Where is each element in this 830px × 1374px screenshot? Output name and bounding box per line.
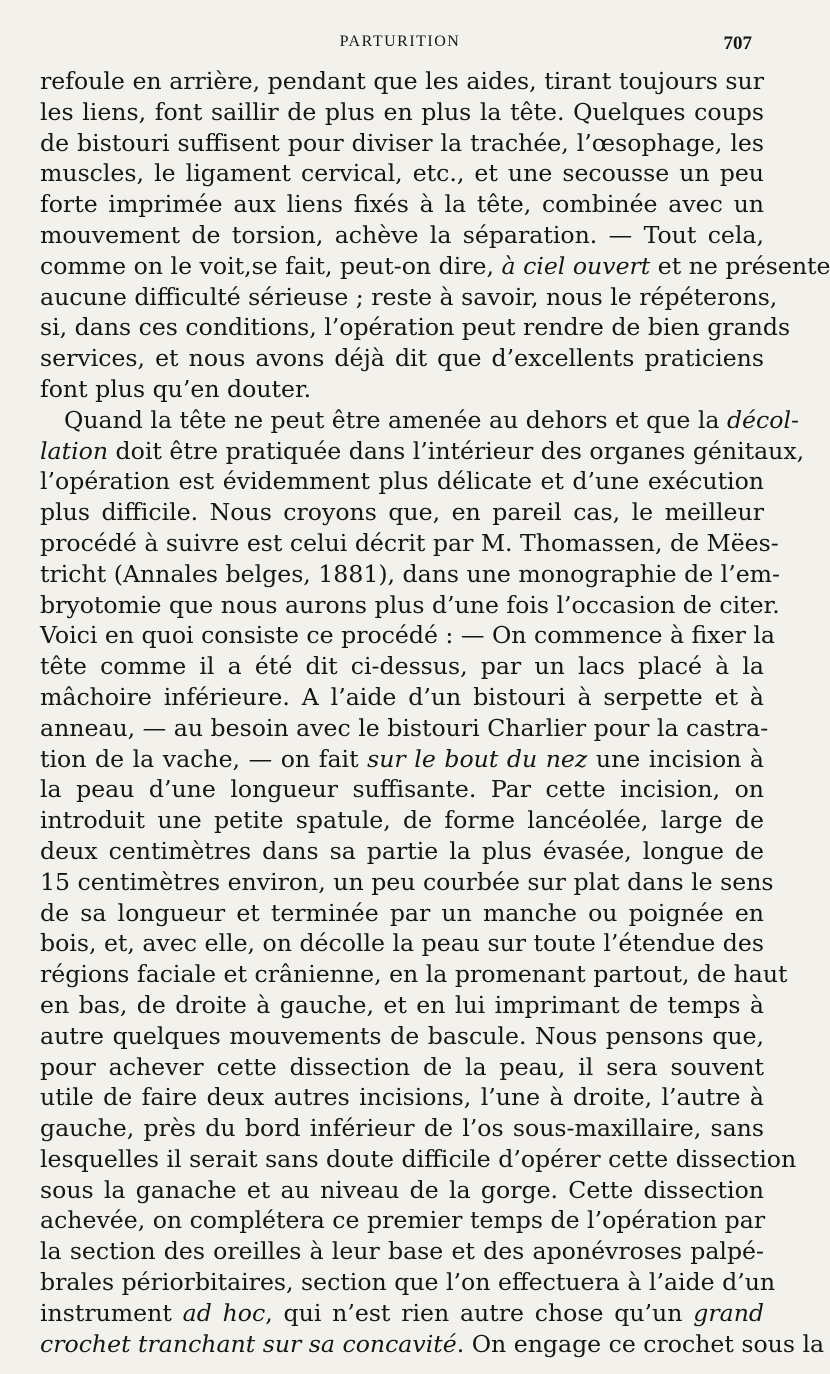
text-segment: utile de faire deux autres incisions, l’une à droite, l’autre à — [40, 1083, 764, 1112]
text-line — [40, 651, 764, 682]
text-line — [40, 1144, 797, 1175]
text-segment: tion de la vache, — on fait — [40, 744, 368, 773]
text-segment: forte imprimée aux liens fixés à la tête, combinée avec un — [40, 190, 764, 219]
text-line — [40, 1082, 764, 1113]
text-line — [40, 774, 764, 805]
text-line — [40, 497, 764, 528]
italic-text: décol- — [726, 405, 799, 434]
text-segment: mouvement de torsion, achève la séparation. — Tout cela, — [40, 220, 764, 249]
text-segment: aucune difficulté sérieuse ; reste à savoir, nous le répéterons, — [40, 282, 778, 311]
text-line — [40, 405, 799, 436]
text-segment: les liens, font saillir de plus en plus la tête. Quelques coups — [40, 97, 764, 126]
text-line — [40, 1052, 764, 1083]
text-line — [40, 990, 764, 1021]
italic-text: sur le bout du nez — [367, 744, 588, 773]
italic-text: lation — [40, 436, 109, 465]
text-segment: Quand la tête ne peut être amenée au dehors et que la — [64, 405, 727, 434]
page-number: 707 — [723, 33, 752, 54]
text-segment: sous la ganache et au niveau de la gorge. Cette dissection — [40, 1175, 764, 1204]
text-line — [40, 1298, 764, 1329]
text-line — [40, 282, 778, 313]
text-segment: mâchoire inférieure. A l’aide d’un bistouri à serpette et à — [40, 682, 764, 711]
text-segment: en bas, de droite à gauche, et en lui imprimant de temps à — [40, 990, 764, 1019]
text-line — [40, 620, 775, 651]
text-segment: muscles, le ligament cervical, etc., et une secousse un peu — [40, 159, 764, 188]
text-segment: deux centimètres dans sa partie la plus évasée, longue de — [40, 836, 764, 865]
text-segment: si, dans ces conditions, l’opération peut rendre de bien grands — [40, 313, 791, 342]
text-segment: régions faciale et crânienne, en la promenant partout, de haut — [40, 960, 788, 989]
text-line — [40, 374, 764, 405]
text-segment: . On engage ce crochet sous la — [456, 1329, 825, 1358]
text-line — [40, 158, 764, 189]
text-line — [40, 343, 764, 374]
text-segment: tête comme il a été dit ci-dessus, par un lacs placé à la — [40, 652, 764, 681]
text-segment: autre quelques mouvements de bascule. Nous pensons que, — [40, 1021, 764, 1050]
body-text — [40, 66, 830, 1359]
text-segment: lesquelles il serait sans doute difficile d’opérer cette dissection — [40, 1144, 797, 1173]
italic-text: grand — [693, 1298, 764, 1327]
text-line — [40, 251, 830, 282]
text-line — [40, 898, 764, 929]
text-line — [40, 682, 764, 713]
text-line — [40, 1205, 764, 1236]
text-segment: services, et nous avons déjà dit que d’excellents praticiens — [40, 344, 764, 373]
text-line — [40, 713, 769, 744]
italic-text: à ciel ouvert — [501, 251, 651, 280]
text-segment: 15 centimètres environ, un peu courbée sur plat dans le sens — [40, 867, 774, 896]
text-line — [40, 312, 791, 343]
text-segment: brales périorbitaires, section que l’on effectuera à l’aide d’un — [40, 1268, 776, 1297]
text-segment: gauche, près du bord inférieur de l’os sous-maxillaire, sans — [40, 1114, 764, 1143]
text-line — [40, 1329, 825, 1360]
text-segment: comme on le voit,se fait, peut-on dire, — [40, 251, 502, 280]
text-line — [40, 97, 764, 128]
text-segment: refoule en arrière, pendant que les aides, tirant toujours sur — [40, 67, 764, 95]
text-segment: une incision à — [587, 744, 764, 773]
text-line — [40, 590, 780, 621]
text-segment: bryotomie que nous aurons plus d’une fois l’occasion de citer. — [40, 590, 780, 619]
text-segment: bois, et, avec elle, on décolle la peau sur toute l’étendue des — [40, 929, 764, 958]
text-line — [40, 436, 805, 467]
running-title: PARTURITION — [339, 33, 461, 50]
text-segment: l’opération est évidemment plus délicate et d’une exécution — [40, 467, 764, 496]
text-line — [40, 559, 781, 590]
text-segment: de sa longueur et terminée par un manche ou poignée en — [40, 898, 764, 927]
text-line — [40, 220, 764, 251]
text-segment: instrument — [40, 1298, 183, 1327]
text-line — [40, 66, 764, 97]
text-line — [40, 128, 764, 159]
text-segment: la section des oreilles à leur base et des aponévroses palpé- — [40, 1237, 764, 1266]
text-line — [40, 189, 764, 220]
text-line — [40, 744, 764, 775]
text-line — [40, 1021, 764, 1052]
text-line — [40, 836, 764, 867]
text-line — [40, 528, 779, 559]
text-line — [40, 1113, 764, 1144]
text-segment: anneau, — au besoin avec le bistouri Charlier pour la castra- — [40, 713, 769, 742]
text-line — [40, 959, 788, 990]
text-line — [40, 1236, 764, 1267]
text-segment: la peau d’une longueur suffisante. Par cette incision, on — [40, 775, 764, 804]
text-segment: tricht (Annales belges, 1881), dans une monographie de l’em- — [40, 559, 781, 588]
text-segment: pour achever cette dissection de la peau, il sera souvent — [40, 1052, 764, 1081]
text-segment: , qui n’est rien autre chose qu’un — [265, 1298, 694, 1327]
text-line — [40, 466, 764, 497]
italic-text: crochet tranchant sur sa concavité — [40, 1329, 457, 1358]
text-segment: procédé à suivre est celui décrit par M. Thomassen, de Mëes- — [40, 528, 779, 557]
text-segment: doit être pratiquée dans l’intérieur des organes génitaux, — [108, 436, 805, 465]
text-line — [40, 1175, 764, 1206]
text-segment: plus difficile. Nous croyons que, en pareil cas, le meilleur — [40, 498, 764, 527]
text-segment: introduit une petite spatule, de forme lancéolée, large de — [40, 806, 764, 835]
text-segment: achevée, on complétera ce premier temps de l’opération par — [40, 1206, 766, 1235]
text-segment: de bistouri suffisent pour diviser la trachée, l’œsophage, les — [40, 128, 764, 157]
text-line — [40, 805, 764, 836]
text-segment: font plus qu’en douter. — [40, 374, 312, 403]
text-segment: et ne présente — [650, 251, 830, 280]
page-header — [0, 33, 800, 59]
text-line — [40, 928, 764, 959]
text-line — [40, 1267, 776, 1298]
text-line — [40, 867, 774, 898]
text-segment: Voici en quoi consiste ce procédé : — On commence à fixer la — [40, 621, 775, 650]
italic-text: ad hoc — [182, 1298, 266, 1327]
